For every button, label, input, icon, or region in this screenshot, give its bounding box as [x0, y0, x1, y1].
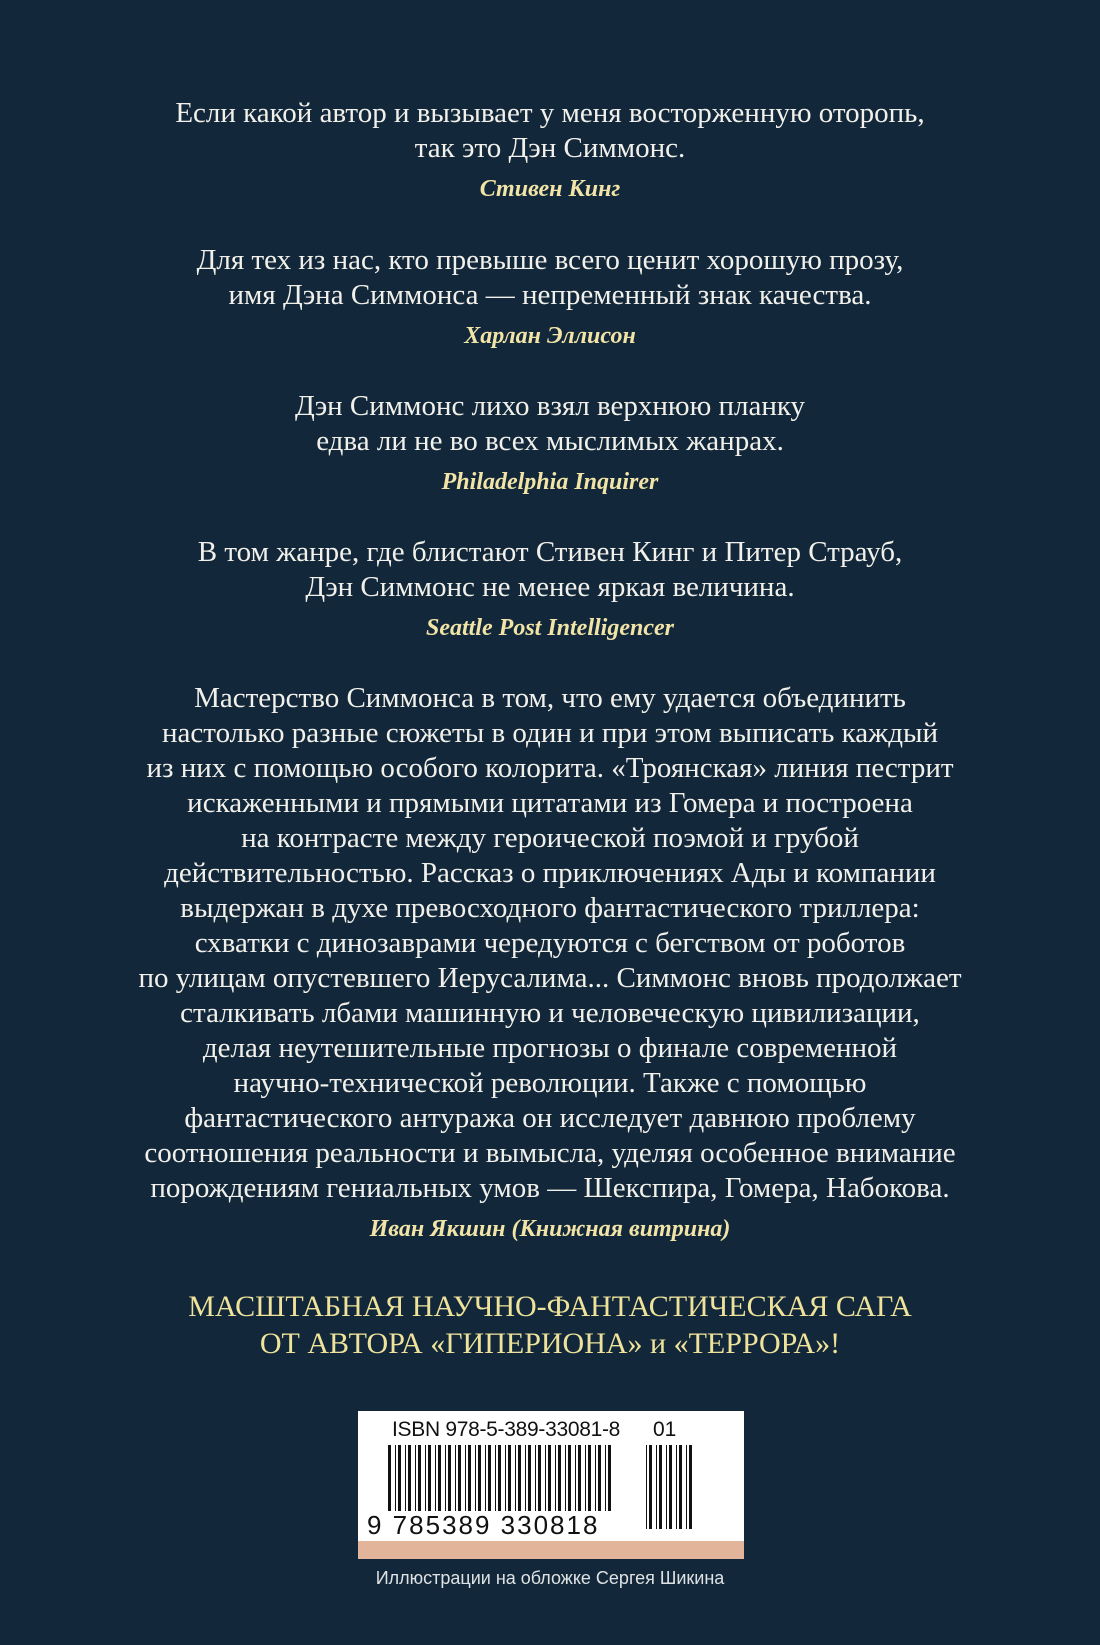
quote-3 [90, 389, 1010, 497]
barcode-bar [418, 1445, 421, 1511]
quote-text [90, 389, 1010, 459]
barcode-bar [488, 1445, 491, 1511]
quote-line: фантастического антуража он исследует давнюю проблему [184, 1102, 916, 1134]
barcode-bar [445, 1445, 446, 1511]
barcode-bar [515, 1445, 516, 1511]
quote-author: Харлан Эллисон [464, 323, 636, 349]
barcode-bar [666, 1445, 667, 1529]
isbn-label: ISBN 978-5-389-33081-8 [392, 1418, 621, 1441]
barcode-bar [398, 1445, 401, 1511]
quote-line: Дэн Симмонс не менее яркая величина. [305, 571, 795, 603]
barcode-bar [505, 1445, 506, 1511]
tagline-line-2: ОТ АВТОРА «ГИПЕРИОНА» и «ТЕРРОРА»! [259, 1327, 841, 1360]
barcode-bar [545, 1445, 546, 1511]
barcode-bar [538, 1445, 541, 1511]
barcode-bar [435, 1445, 436, 1511]
barcode-bar [558, 1445, 561, 1511]
barcode-bar [425, 1445, 426, 1511]
quote-line: порождениям гениальных умов — Шекспира, Гомера, Набокова. [150, 1172, 950, 1204]
quote-line: сталкивать лбами машинную и человеческую цивилизации, [180, 997, 920, 1029]
quote-line: настолько разные сюжеты в один и при этом выписать каждый [162, 717, 938, 749]
review-paragraph [90, 681, 1010, 1244]
quote-line: Мастерство Симмонса в том, что ему удается объединить [194, 682, 906, 714]
barcode-bar [388, 1445, 391, 1511]
barcode-bar [498, 1445, 501, 1511]
isbn-addon: 01 [653, 1418, 677, 1441]
barcode-bar [415, 1445, 416, 1511]
barcode-bar [585, 1445, 586, 1511]
barcode-bar [495, 1445, 496, 1511]
barcode-bar [485, 1445, 486, 1511]
barcode-bar [438, 1445, 441, 1511]
quote-author: Стивен Кинг [479, 176, 621, 202]
quote-text [90, 96, 1010, 166]
barcode-bar [455, 1445, 456, 1511]
barcode-bar [659, 1445, 662, 1529]
barcode-bar [578, 1445, 581, 1511]
quote-line: Если какой автор и вызывает у меня восторженную оторопь, [175, 97, 925, 129]
barcode-bar [428, 1445, 431, 1511]
quote-line: научно-технической революции. Также с помощью [233, 1067, 867, 1099]
barcode-bar [408, 1445, 411, 1511]
quote-line: по улицам опустевшего Иерусалима... Симмонс вновь продолжает [138, 962, 962, 994]
barcode-bar [475, 1445, 476, 1511]
barcode-digits: 9 785389 330818 [367, 1510, 600, 1540]
barcode-bar [465, 1445, 466, 1511]
quote-1 [90, 96, 1010, 204]
quote-line: делая неутешительные прогнозы о финале современной [202, 1032, 898, 1064]
barcode-bar [595, 1445, 596, 1511]
barcode-bar [555, 1445, 556, 1511]
barcode-bar [676, 1445, 677, 1529]
barcode-bar [468, 1445, 471, 1511]
barcode-bar [649, 1445, 652, 1529]
barcode-bar [608, 1445, 611, 1511]
barcode-bar [448, 1445, 451, 1511]
quote-text [90, 243, 1010, 313]
barcode-bar [535, 1445, 536, 1511]
barcode-bar [646, 1445, 647, 1529]
quote-text [90, 535, 1010, 605]
barcode-bar [656, 1445, 657, 1529]
quote-line: соотношения реальности и вымысла, уделяя особенное внимание [144, 1137, 956, 1169]
illustration-credit: Иллюстрации на обложке Сергея Шикина [375, 1568, 725, 1588]
barcode-bar [528, 1445, 531, 1511]
barcode-bar [508, 1445, 511, 1511]
barcode-bar [598, 1445, 601, 1511]
quote-line: так это Дэн Симмонс. [414, 132, 686, 164]
quote-author: Иван Якшин (Книжная витрина) [369, 1216, 731, 1242]
barcode-bar [458, 1445, 461, 1511]
quote-line: на контрасте между героической поэмой и грубой [241, 822, 859, 854]
barcode-bar [395, 1445, 396, 1511]
quote-4 [90, 535, 1010, 643]
barcode-bar [405, 1445, 406, 1511]
barcode-bar [518, 1445, 521, 1511]
barcode-bar [565, 1445, 566, 1511]
quote-line: имя Дэна Симмонса — непременный знак качества. [228, 279, 872, 311]
quote-line: искаженными и прямыми цитатами из Гомера и построена [187, 787, 913, 819]
quote-author: Philadelphia Inquirer [441, 469, 659, 495]
quote-2 [90, 243, 1010, 351]
barcode-bar [478, 1445, 481, 1511]
barcode-bar [525, 1445, 526, 1511]
barcode-bar [679, 1445, 682, 1529]
quote-author: Seattle Post Intelligencer [426, 615, 674, 641]
barcode-bar [605, 1445, 606, 1511]
quote-line: действительностью. Рассказ о приключениях Ады и компании [164, 857, 936, 889]
quote-line: из них с помощью особого колорита. «Троянская» линия пестрит [146, 752, 954, 784]
quote-line: Для тех из нас, кто превыше всего ценит хорошую прозу, [196, 244, 904, 276]
quote-line: схватки с динозаврами чередуются с бегством от роботов [194, 927, 906, 959]
barcode-bar [548, 1445, 551, 1511]
tagline-line-1: МАСШТАБНАЯ НАУЧНО-ФАНТАСТИЧЕСКАЯ САГА [188, 1290, 912, 1323]
quote-line: Дэн Симмонс лихо взял верхнюю планку [294, 390, 806, 422]
quote-line: выдержан в духе превосходного фантастического триллера: [180, 892, 920, 924]
review-text [90, 681, 1010, 1206]
barcode-bar [575, 1445, 576, 1511]
barcode-bar [588, 1445, 591, 1511]
tagline [90, 1288, 1010, 1362]
barcode-bar [686, 1445, 687, 1529]
barcode-bar [669, 1445, 672, 1529]
barcode-bar [568, 1445, 571, 1511]
barcode-stripe [358, 1541, 744, 1559]
quote-line: В том жанре, где блистают Стивен Кинг и Питер Страуб, [197, 536, 903, 568]
quote-line: едва ли не во всех мыслимых жанрах. [316, 425, 784, 457]
barcode-bar [689, 1445, 692, 1529]
